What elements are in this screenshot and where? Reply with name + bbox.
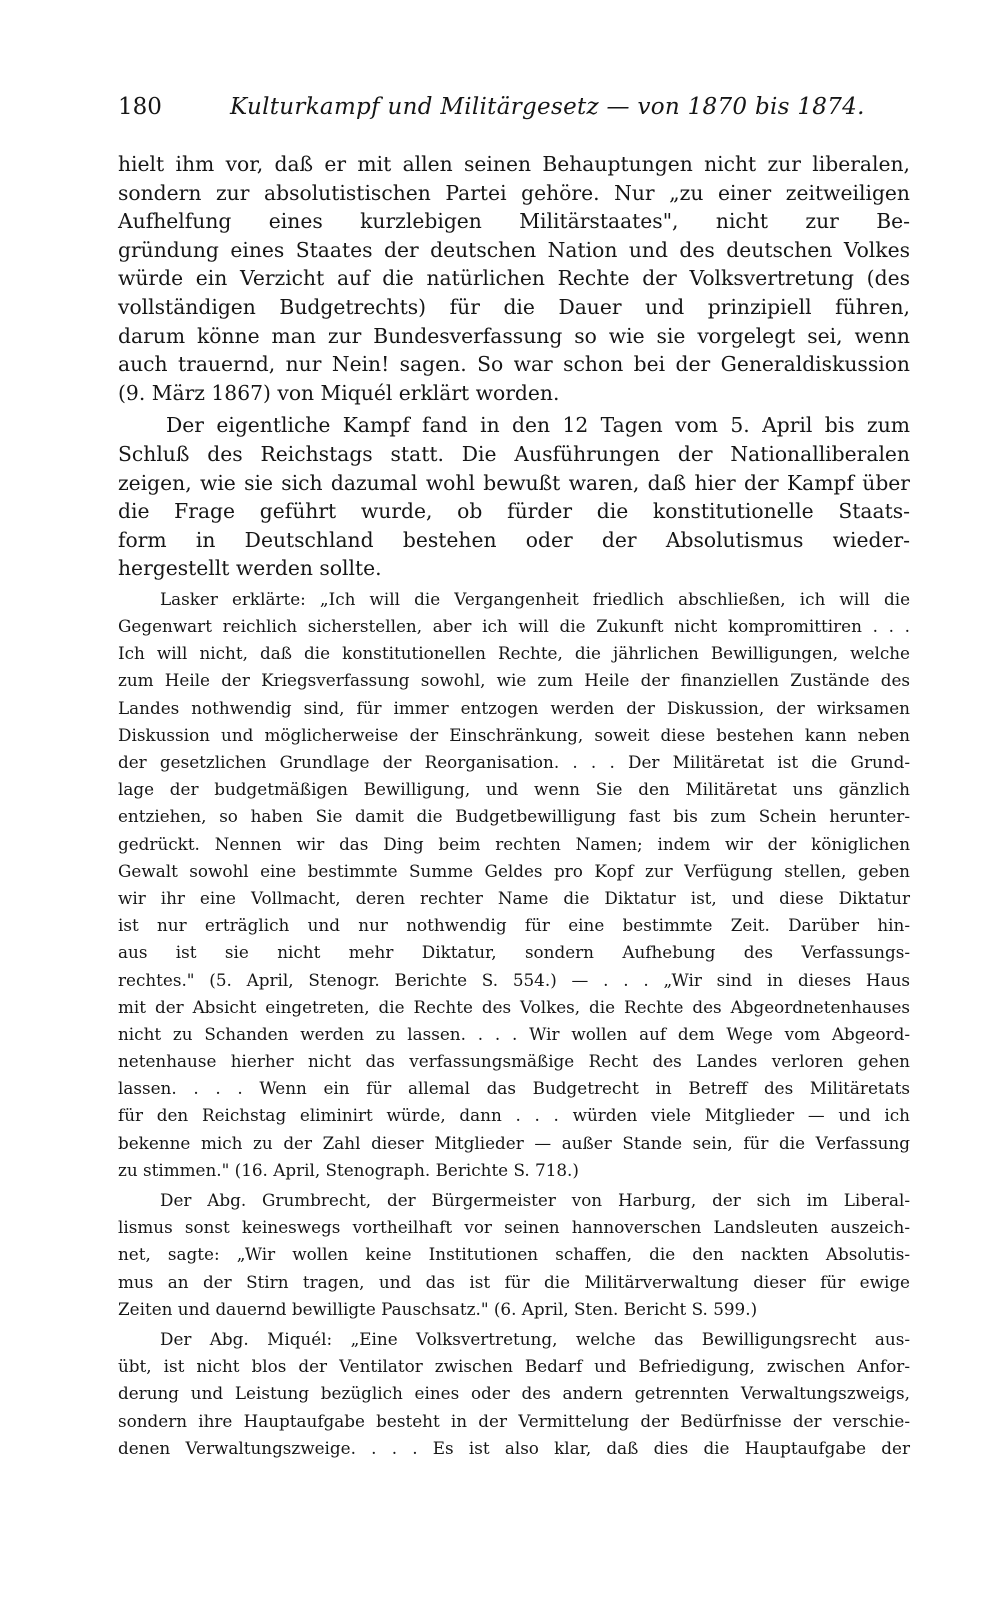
text-line: lismus sonst keineswegs vortheilhaft vor seinen hannoverschen Landsleuten auszeich- bbox=[118, 1217, 910, 1238]
text-line: Gegenwart reichlich sicherstellen, aber ich will die Zukunft nicht kompromittiren . . . bbox=[118, 616, 910, 637]
quoted-paragraph bbox=[118, 1187, 910, 1323]
running-header bbox=[118, 94, 894, 120]
text-line: Der eigentliche Kampf fand in den 12 Tagen vom 5. April bis zum bbox=[166, 413, 910, 438]
text-line: bekenne mich zu der Zahl dieser Mitglieder — außer Stande sein, für die Verfassung bbox=[118, 1132, 910, 1153]
body-paragraph bbox=[118, 411, 910, 583]
text-line: nicht zu Schanden werden zu lassen. . . . Wir wollen auf dem Wege vom Abgeord- bbox=[118, 1023, 910, 1044]
text-line: gedrückt. Nennen wir das Ding beim rechten Namen; indem wir der königlichen bbox=[118, 833, 910, 854]
text-line: Lasker erklärte: „Ich will die Vergangenheit friedlich abschließen, ich will die bbox=[160, 588, 910, 609]
text-line: net, sagte: „Wir wollen keine Institutionen schaffen, die den nackten Absolutis- bbox=[118, 1244, 910, 1265]
text-line: zeigen, wie sie sich dazumal wohl bewußt waren, daß hier der Kampf über bbox=[118, 470, 910, 495]
text-line: übt, ist nicht blos der Ventilator zwischen Bedarf und Befriedigung, zwischen Anfor- bbox=[118, 1356, 910, 1377]
text-line: der gesetzlichen Grundlage der Reorganisation. . . . Der Militäretat ist die Grund- bbox=[118, 752, 910, 773]
text-line: lage der budgetmäßigen Bewilligung, und wenn Sie den Militäretat uns gänzlich bbox=[118, 779, 910, 800]
running-title: Kulturkampf und Militärgesetz — von 1870 bis 1874. bbox=[230, 94, 865, 120]
quoted-paragraph bbox=[118, 1326, 910, 1462]
text-line: (9. März 1867) von Miquél erklärt worden. bbox=[118, 380, 560, 405]
text-line: aus ist sie nicht mehr Diktatur, sondern Aufhebung des Verfassungs- bbox=[118, 942, 910, 963]
body-text bbox=[118, 150, 910, 1462]
page-number: 180 bbox=[118, 94, 162, 120]
text-line: auch trauernd, nur Nein! sagen. So war schon bei der Generaldiskussion bbox=[118, 352, 910, 377]
text-line: Landes nothwendig sind, für immer entzogen werden der Diskussion, der wirksamen bbox=[118, 697, 910, 718]
text-line: form in Deutschland bestehen oder der Absolutismus wieder- bbox=[118, 527, 910, 552]
text-line: darum könne man zur Bundesverfassung so wie sie vorgelegt sei, wenn bbox=[118, 323, 910, 348]
text-line: Zeiten und dauernd bewilligte Pauschsatz." (6. April, Sten. Bericht S. 599.) bbox=[118, 1298, 758, 1319]
body-paragraph bbox=[118, 150, 910, 407]
text-line: netenhause hierher nicht das verfassungsmäßige Recht des Landes verloren gehen bbox=[118, 1051, 910, 1072]
text-line: Schluß des Reichstags statt. Die Ausführungen der Nationalliberalen bbox=[118, 441, 910, 466]
text-line: für den Reichstag eliminirt würde, dann . . . würden viele Mitglieder — und ich bbox=[118, 1105, 910, 1126]
text-line: Ich will nicht, daß die konstitutionellen Rechte, die jährlichen Bewilligungen, welche bbox=[118, 643, 910, 664]
text-line: würde ein Verzicht auf die natürlichen Rechte der Volksvertretung (des bbox=[118, 266, 910, 291]
text-line: rechtes." (5. April, Stenogr. Berichte S. 554.) — . . . „Wir sind in dieses Haus bbox=[118, 969, 910, 990]
text-line: vollständigen Budgetrechts) für die Dauer und prinzipiell führen, bbox=[118, 294, 910, 319]
text-line: zum Heile der Kriegsverfassung sowohl, wie zum Heile der finanziellen Zustände des bbox=[118, 670, 910, 691]
text-line: entziehen, so haben Sie damit die Budgetbewilligung fast bis zum Schein herunter- bbox=[118, 806, 910, 827]
text-line: zu stimmen." (16. April, Stenograph. Berichte S. 718.) bbox=[118, 1159, 579, 1180]
text-line: sondern zur absolutistischen Partei gehöre. Nur „zu einer zeitweiligen bbox=[118, 180, 910, 205]
quoted-paragraph bbox=[118, 586, 910, 1184]
text-line: lassen. . . . Wenn ein für allemal das Budgetrecht in Betreff des Militäretats bbox=[118, 1078, 910, 1099]
text-line: Diskussion und möglicherweise der Einschränkung, soweit diese bestehen kann neben bbox=[118, 724, 910, 745]
text-line: Aufhelfung eines kurzlebigen Militärstaates", nicht zur Be- bbox=[118, 209, 910, 234]
text-line: hergestellt werden sollte. bbox=[118, 556, 382, 581]
text-line: hielt ihm vor, daß er mit allen seinen Behauptungen nicht zur liberalen, bbox=[118, 152, 910, 176]
text-line: mus an der Stirn tragen, und das ist für die Militärverwaltung dieser für ewige bbox=[118, 1271, 910, 1292]
text-line: gründung eines Staates der deutschen Nation und des deutschen Volkes bbox=[118, 237, 910, 262]
text-line: Gewalt sowohl eine bestimmte Summe Geldes pro Kopf zur Verfügung stellen, geben bbox=[118, 860, 910, 881]
text-line: sondern ihre Hauptaufgabe besteht in der Vermittelung der Bedürfnisse der verschie- bbox=[118, 1410, 910, 1431]
text-line: denen Verwaltungszweige. . . . Es ist also klar, daß dies die Hauptaufgabe der bbox=[118, 1437, 910, 1458]
text-line: die Frage geführt wurde, ob fürder die konstitutionelle Staats- bbox=[118, 499, 910, 524]
text-line: derung und Leistung bezüglich eines oder des andern getrennten Verwaltungszweigs, bbox=[118, 1383, 910, 1404]
text-line: mit der Absicht eingetreten, die Rechte des Volkes, die Rechte des Abgeordnetenhauses bbox=[118, 996, 910, 1017]
text-line: Der Abg. Miquél: „Eine Volksvertretung, welche das Bewilligungsrecht aus- bbox=[160, 1328, 910, 1349]
text-line: ist nur erträglich und nur nothwendig für eine bestimmte Zeit. Darüber hin- bbox=[118, 915, 910, 936]
text-line: wir ihr eine Vollmacht, deren rechter Name die Diktatur ist, und diese Diktatur bbox=[118, 887, 910, 908]
text-line: Der Abg. Grumbrecht, der Bürgermeister von Harburg, der sich im Liberal- bbox=[160, 1190, 910, 1211]
